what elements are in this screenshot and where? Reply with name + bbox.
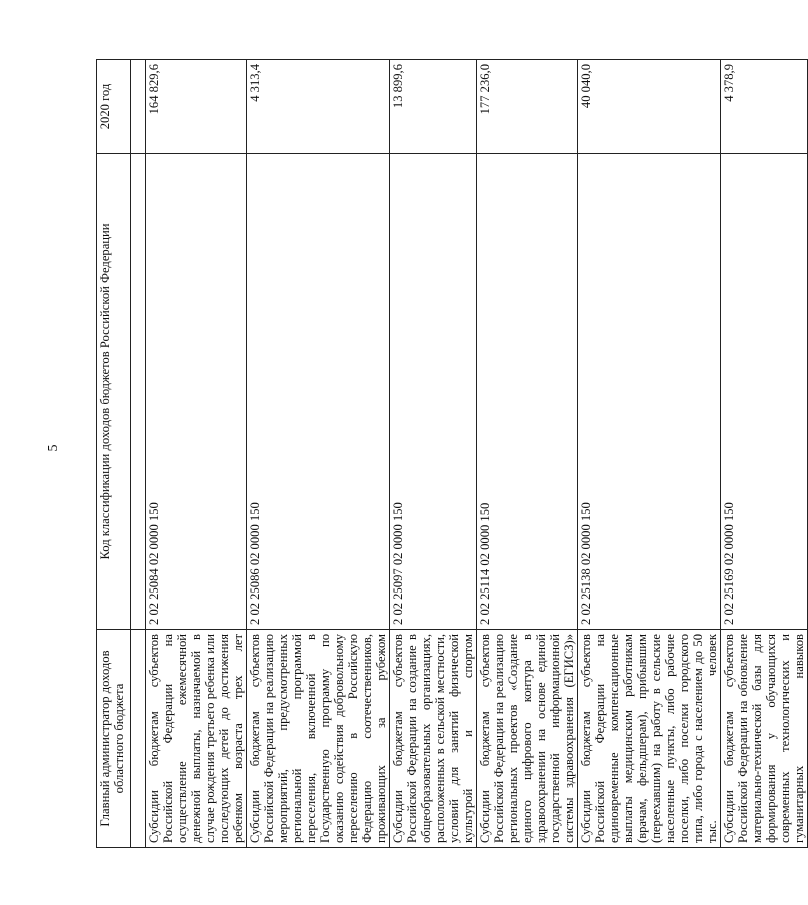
amount-2020: 177 236,0 (477, 60, 578, 154)
amount-2020: 4 313,4 (247, 60, 390, 154)
blank-cell (131, 60, 146, 154)
rotated-table-wrapper (96, 60, 806, 848)
classification-code: 2 02 25084 02 0000 150 (146, 154, 247, 630)
header-admin: Главный администратор доходов областного бюджета (97, 630, 131, 848)
blank-cell (131, 630, 146, 848)
amount-2020: 164 829,6 (146, 60, 247, 154)
classification-code: 2 02 25086 02 0000 150 (247, 154, 390, 630)
table-row (578, 60, 721, 848)
table-header-row (97, 60, 131, 848)
amount-2020: 40 040,0 (578, 60, 721, 154)
classification-code: 2 02 25114 02 0000 150 (477, 154, 578, 630)
amount-2020: 13 899,6 (390, 60, 477, 154)
amount-2020: 4 378,9 (721, 60, 808, 154)
revenue-classification-table (96, 59, 808, 848)
table-row (247, 60, 390, 848)
page-number: 5 (46, 444, 61, 452)
table-row (146, 60, 247, 848)
subsidy-description: Субсидии бюджетам субъектов Российской Федерации на единовременные компенсационные выплаты медицинским работникам (врачам, фельдшерам), прибывшим (переехавшим) на работу в сельские населенные пункты, либо рабочие поселки, либо поселки городского типа, либо города с населением до 50 тыс. человек (578, 630, 721, 848)
subsidy-description: Субсидии бюджетам субъектов Российской Федерации на создание в общеобразовательных организациях, расположенных в сельской местности, условий для занятий физической культурой и спортом (390, 630, 477, 848)
classification-code: 2 02 25169 02 0000 150 (721, 154, 808, 630)
classification-code: 2 02 25097 02 0000 150 (390, 154, 477, 630)
subsidy-description: Субсидии бюджетам субъектов Российской Федерации на осуществление ежемесячной денежной выплаты, назначаемой в случае рождения третьего ребенка или последующих детей до достижения ребенком возраста трех лет (146, 630, 247, 848)
header-code: Код классификации доходов бюджетов Российской Федерации (97, 154, 131, 630)
table-subheader-row (131, 60, 146, 848)
document-sheet (96, 60, 806, 848)
subsidy-description: Субсидии бюджетам субъектов Российской Федерации на реализацию региональных проектов «Создание единого цифрового контура в здравоохранении на основе единой государственной информационной системы здравоохранения (ЕГИСЗ)» (477, 630, 578, 848)
table-row (721, 60, 808, 848)
subsidy-description: Субсидии бюджетам субъектов Российской Федерации на реализацию мероприятий, предусмотренных региональной программой переселения, включенной в Государственную программу по оказанию содействия добровольному переселению в Российскую Федерацию соотечественников, проживающих за рубежом (247, 630, 390, 848)
header-year: 2020 год (97, 60, 131, 154)
table-body (146, 60, 808, 848)
table-row (390, 60, 477, 848)
subsidy-description: Субсидии бюджетам субъектов Российской Федерации на обновление материально-технической базы для формирования у обучающихся современных технологических и гуманитарных навыков (721, 630, 808, 848)
table-row (477, 60, 578, 848)
blank-cell (131, 154, 146, 630)
classification-code: 2 02 25138 02 0000 150 (578, 154, 721, 630)
